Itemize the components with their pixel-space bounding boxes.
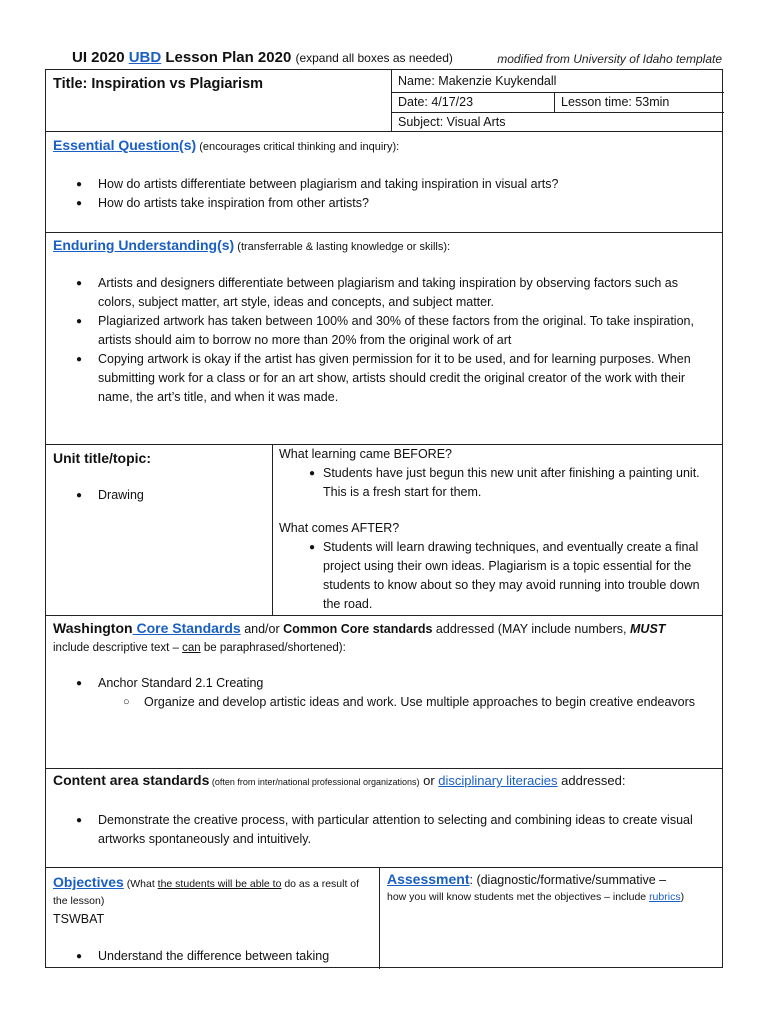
list-item: ● Understand the difference between taking: [46, 947, 376, 966]
essential-question-section: [46, 132, 722, 233]
list-item: ● How do artists differentiate between plagiarism and taking inspiration in visual arts?: [46, 175, 706, 194]
enduring-understanding-heading: Enduring Understanding(s) (transferrable & lasting knowledge or skills):: [53, 237, 451, 253]
content-standards-list: [46, 811, 718, 849]
core-standards-heading: Washington Core Standards and/or Common Core standards addressed (MAY include numbers, MUST include descriptive text – can be paraphrased/shortened):: [53, 620, 666, 654]
essential-question-link[interactable]: Essential Question: [53, 137, 180, 153]
core-standards-section: [46, 616, 722, 769]
unit-heading: Unit title/topic:: [53, 450, 151, 466]
objectives-assessment-row: [46, 868, 722, 969]
objectives-list: [46, 947, 376, 966]
template-credit: modified from University of Idaho template: [497, 52, 722, 66]
disciplinary-literacies-link[interactable]: disciplinary literacies: [438, 773, 558, 788]
unit-topic-list: [46, 486, 266, 505]
list-item: ● Artists and designers differentiate between plagiarism and taking inspiration by observing factors such as colors, subject matter, art style, ideas and concepts, and subject matter.: [46, 274, 718, 312]
objectives-heading: Objectives (What the students will be able to do as a result of the lesson): [53, 874, 360, 907]
content-standards-section: [46, 769, 722, 868]
before-list: [279, 464, 719, 502]
list-item: ● Anchor Standard 2.1 Creating: [46, 674, 718, 693]
after-label: What comes AFTER?: [279, 521, 400, 535]
list-item: ● Drawing: [46, 486, 266, 505]
teacher-name: Name: Makenzie Kuykendall: [398, 74, 557, 88]
unit-section: [46, 445, 722, 616]
lesson-plan-table: [45, 69, 723, 968]
after-list: [279, 538, 719, 614]
core-standards-link[interactable]: Core Standards: [132, 620, 241, 636]
enduring-understanding-section: [46, 233, 722, 445]
list-item: ○ Organize and develop artistic ideas and work. Use multiple approaches to begin creative endeavors: [46, 693, 696, 712]
tswbat-label: TSWBAT: [53, 912, 105, 926]
core-standards-list: [46, 674, 718, 693]
list-item: ● Students have just begun this new unit after finishing a painting unit. This is a fresh start for them.: [279, 464, 719, 502]
list-item: ● Plagiarized artwork has taken between 100% and 30% of these factors from the original. To take inspiration, artists should aim to borrow no more than 20% from the original work of art: [46, 312, 718, 350]
ubd-link[interactable]: UBD: [128, 49, 162, 66]
document-header: [46, 47, 726, 71]
lesson-date: Date: 4/17/23: [398, 95, 474, 109]
essential-question-heading: Essential Question(s) (encourages critical thinking and inquiry):: [53, 137, 400, 153]
enduring-understanding-link[interactable]: Enduring Understanding: [53, 237, 218, 253]
list-item: ● Students will learn drawing techniques, and eventually create a final project using their own ideas. Plagiarism is a topic essential for the students to know about so they may avoid running into trouble down the road.: [279, 538, 719, 614]
core-standards-sublist: [46, 693, 696, 712]
list-item: ● Demonstrate the creative process, with particular attention to selecting and combining ideas to create visual artworks spontaneously and intuitively.: [46, 811, 718, 849]
lesson-time: Lesson time: 53min: [561, 95, 670, 109]
assessment-heading: Assessment: (diagnostic/formative/summative – how you will know students met the objectives – include rubrics): [387, 871, 685, 903]
lesson-title: Title: Inspiration vs Plagiarism: [53, 76, 264, 92]
assessment-link[interactable]: Assessment: [387, 871, 470, 887]
content-standards-heading: Content area standards (often from inter/national professional organizations) or disciplinary literacies addressed:: [53, 772, 626, 788]
lesson-subject: Subject: Visual Arts: [398, 115, 506, 129]
before-label: What learning came BEFORE?: [279, 447, 452, 461]
rubrics-link[interactable]: rubrics: [649, 891, 681, 903]
unit-sequence: [279, 445, 719, 614]
enduring-understanding-list: [46, 274, 718, 407]
essential-question-list: [46, 175, 706, 213]
list-item: ● Copying artwork is okay if the artist has given permission for it to be used, and for learning purposes. When submitting work for a class or for an art show, artists should credit the original creator of the work with their name, the art’s title, and when it was made.: [46, 350, 718, 407]
info-box: [391, 70, 724, 132]
list-item: ● How do artists take inspiration from other artists?: [46, 194, 706, 213]
title-row: [46, 70, 722, 132]
header-title: UI 2020 UBD Lesson Plan 2020 (expand all boxes as needed): [72, 49, 453, 66]
objectives-link[interactable]: Objectives: [53, 874, 124, 890]
